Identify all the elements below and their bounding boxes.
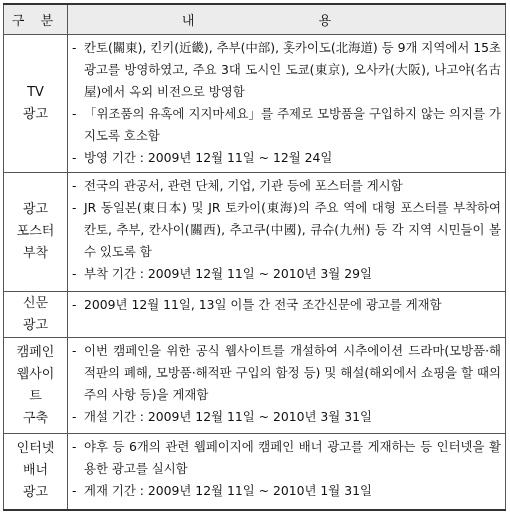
list-item: - 이번 캠페인을 위한 공식 웹사이트를 개설하여 시추에이션 드라마(모방품·해적판의 폐해, 모방품·해적판 구입의 함정 등) 및 해설(해외에서 쇼핑을 할 때의 주의 사항 등)을 게재함: [72, 343, 501, 403]
header-content: [68, 4, 506, 35]
table-row-internet: [4, 433, 506, 510]
content-cell: [68, 173, 506, 292]
category-line: TV: [27, 84, 44, 100]
header-row: [4, 4, 506, 35]
content-cell: [68, 35, 506, 173]
category-line: 광고: [22, 106, 49, 122]
category-line: 배너: [22, 463, 49, 479]
list-item: - 2009년 12월 11일, 13일 이틀 간 전국 조간신문에 광고를 게재함: [72, 296, 442, 312]
category-line: 구축: [22, 410, 49, 426]
category-cell: [4, 291, 68, 337]
content-cell: [68, 433, 506, 510]
content-cell: [68, 338, 506, 434]
category-cell: [4, 173, 68, 292]
category-cell: [4, 35, 68, 173]
list-item: - 게재 기간 : 2009년 12월 11일 ~ 2010년 1월 31일: [72, 482, 372, 498]
table-row-poster: [4, 173, 506, 292]
list-item: - 방영 기간 : 2009년 12월 11일 ~ 12월 24일: [72, 150, 333, 166]
category-line: 캠페인: [16, 344, 55, 360]
list-item: - 칸토(關東), 킨키(近畿), 추부(中部), 홋카이도(北海道) 등 9개 지역에서 15초 광고를 방영하였고, 주요 3대 도시인 도쿄(東京), 오사카(大阪), 나고야(名古屋)에서 옥외 비전으로 방영함: [72, 40, 501, 100]
category-cell: [4, 433, 68, 510]
content-cell: [68, 291, 506, 337]
list-item: - 야후 등 6개의 관련 웹페이지에 캠페인 배너 광고를 게재하는 등 인터넷을 활용한 광고를 실시함: [72, 438, 501, 476]
table-row-website: [4, 338, 506, 434]
header-content-label: 내 용: [181, 14, 392, 30]
category-line: 웹사이: [16, 366, 55, 382]
category-line: 광고: [22, 202, 49, 218]
category-line: 광고: [22, 317, 49, 333]
category-line: 인터넷: [16, 441, 55, 457]
campaign-table: [3, 3, 506, 511]
list-item: - 전국의 관공서, 관련 단체, 기업, 기관 등에 포스터를 게시함: [72, 178, 403, 194]
table-row-tv: [4, 35, 506, 173]
category-line: 광고: [22, 485, 49, 501]
table-row-newspaper: [4, 291, 506, 337]
list-item: - 「위조품의 유혹에 지지마세요」를 주제로 모방품을 구입하지 않는 의지를 가지도록 호소함: [72, 106, 501, 144]
list-item: - 개설 기간 : 2009년 12월 11일 ~ 2010년 3월 31일: [72, 409, 372, 425]
list-item: - JR 동일본(東日本) 및 JR 토카이(東海)의 주요 역에 대형 포스터를 부착하여 칸토, 추부, 칸사이(關西), 추고쿠(中國), 큐슈(九州) 등 각 지역 시민들이 볼 수 있도록 함: [72, 200, 501, 260]
category-line: 트: [29, 388, 42, 404]
list-item: - 부착 기간 : 2009년 12월 11일 ~ 2010년 3월 29일: [72, 266, 372, 282]
category-cell: [4, 338, 68, 434]
category-line: 포스터: [16, 224, 55, 240]
category-line: 신문: [22, 295, 49, 311]
category-line: 부착: [22, 246, 49, 262]
header-category: 구 분: [4, 4, 68, 35]
